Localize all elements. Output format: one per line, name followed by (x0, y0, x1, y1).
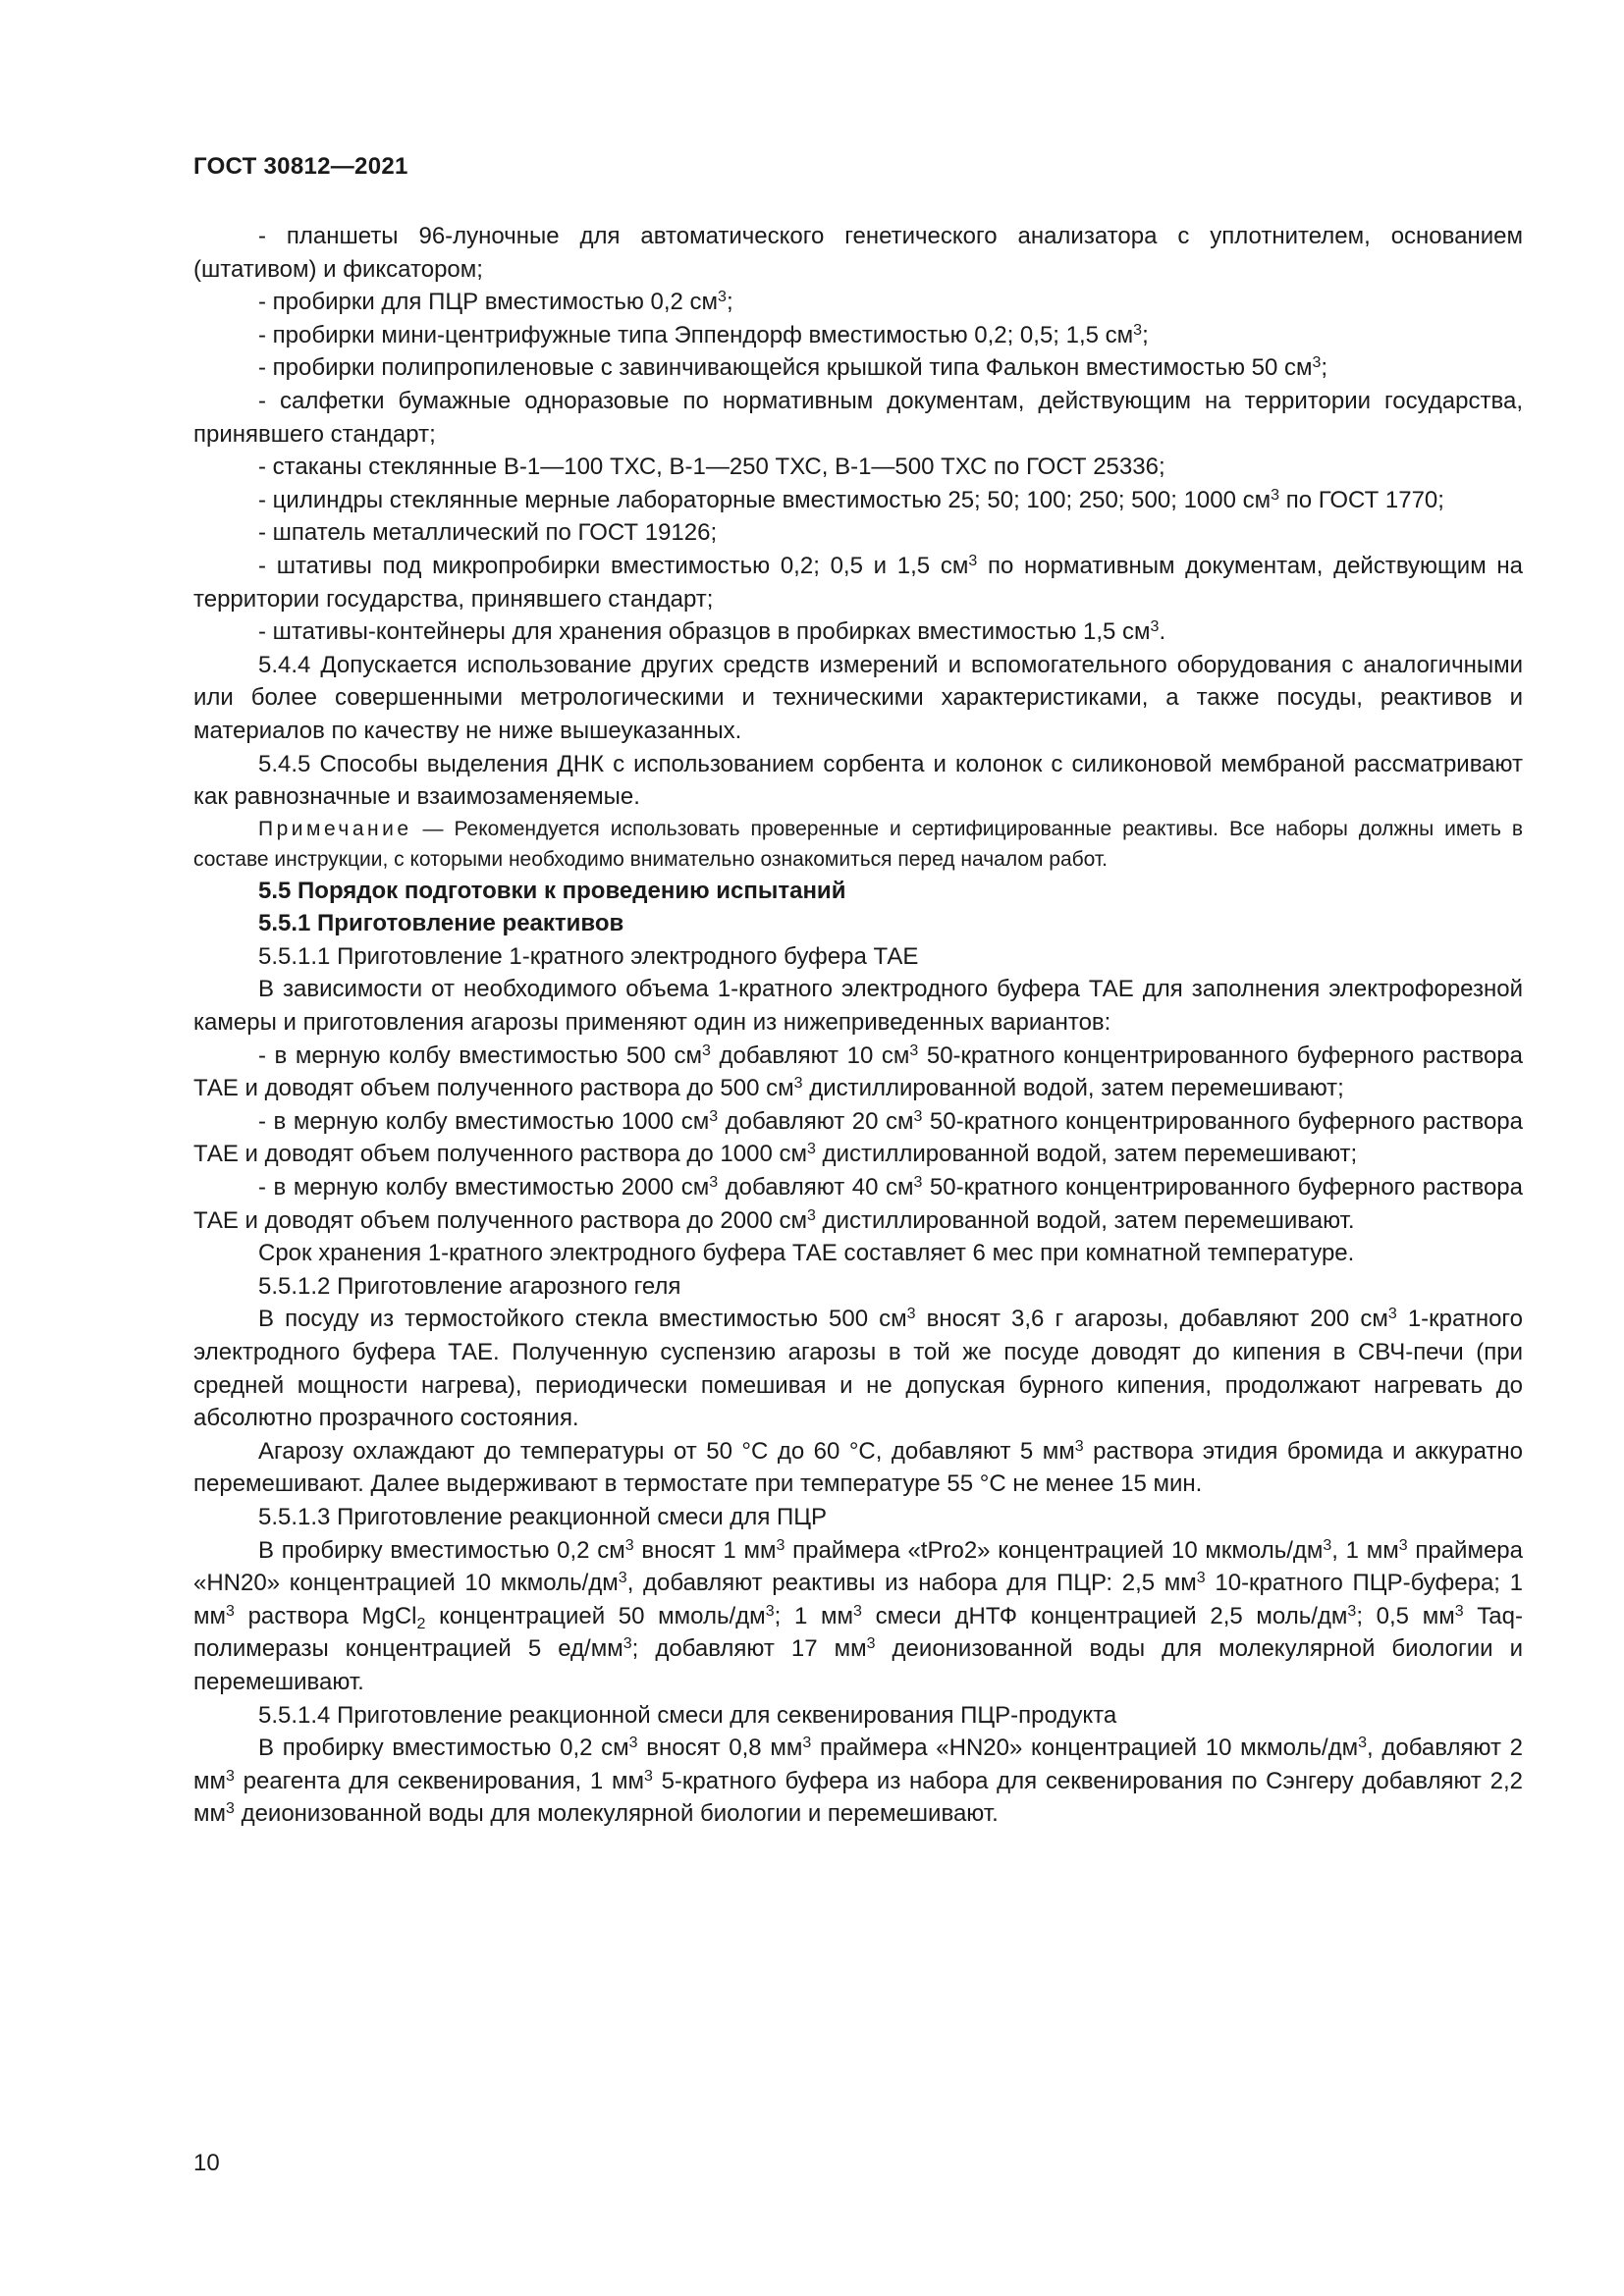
note-text: — Рекомендуется использовать проверенные и сертифицированные реактивы. Все наборы должны иметь в составе инструкции, с которыми необходимо внимательно ознакомиться перед началом работ. (193, 817, 1523, 871)
paragraph: В пробирку вместимостью 0,2 $см^3$ вносят 0,8 $мм^3$ праймера «HN20» концентрацией 10 мкмоль/$дм^3$, добавляют 2 $мм^3$ реагента для секвенирования, 1 $мм^3$ 5-кратного буфера из набора для секвенирования по Сэнгеру добавляют 2,2 $мм^3$ деионизованной воды для молекулярной биологии и перемешивают. (193, 1735, 1523, 1828)
list-item: - в мерную колбу вместимостью 2000 $см^3$ добавляют 40 $см^3$ 50-кратного концентрированного буферного раствора ТАЕ и доводят объем полученного раствора до 2000 $см^3$ дистиллированной водой, затем перемешивают. (193, 1174, 1523, 1234)
paragraph: Агарозу охлаждают до температуры от 50 °С до 60 °С, добавляют 5 $мм^3$ раствора этидия бромида и аккуратно перемешивают. Далее выдерживают в термостате при температуре 55 °С не менее 15 мин. (193, 1437, 1523, 1498)
clause-heading: 5.5.1.4 Приготовление реакционной смеси для секвенирования ПЦР-продукта (258, 1701, 1117, 1729)
clause-heading: 5.5.1.3 Приготовление реакционной смеси для ПЦР (258, 1503, 827, 1530)
list-item: - штативы под микропробирки вместимостью 0,2; 0,5 и 1,5 $см^3$ по нормативным документам, действующим на территории государства, принявшего стандарт; (193, 552, 1524, 613)
list-item: - пробирки полипропиленовые с завинчивающейся крышкой типа Фалькон вместимостью 50 $см^3$; (258, 354, 1328, 382)
list-item: - шпатель металлический по ГОСТ 19126; (258, 519, 718, 547)
list-item: - в мерную колбу вместимостью 500 $см^3$ добавляют 10 $см^3$ 50-кратного концентрированного буферного раствора ТАЕ и доводят объем полученного раствора до 500 $см^3$ дистиллированной водой, затем перемешивают; (193, 1041, 1523, 1102)
note-label: Примечание (258, 817, 412, 840)
list-item: - цилиндры стеклянные мерные лабораторные вместимостью 25; 50; 100; 250; 500; 1000 $см^3$ по ГОСТ 1770; (258, 486, 1444, 513)
paragraph: В зависимости от необходимого объема 1-кратного электродного буфера ТАЕ для заполнения электрофорезной камеры и приготовления агарозы применяют один из нижеприведенных вариантов: (193, 976, 1523, 1037)
list-item: - пробирки мини-центрифужные типа Эппендорф вместимостью 0,2; 0,5; 1,5 $см^3$; (258, 321, 1149, 348)
clause-heading: 5.5.1.2 Приготовление агарозного геля (258, 1272, 681, 1300)
list-item: - пробирки для ПЦР вместимостью 0,2 $см^3$; (258, 289, 733, 316)
subsection-heading: 5.5.1 Приготовление реактивов (258, 910, 624, 937)
section-heading: 5.5 Порядок подготовки к проведению испытаний (258, 877, 846, 904)
note (193, 814, 1523, 875)
list-item: - в мерную колбу вместимостью 1000 $см^3$ добавляют 20 $см^3$ 50-кратного концентрированного буферного раствора ТАЕ и доводят объем полученного раствора до 1000 $см^3$ дистиллированной водой, затем перемешивают; (193, 1107, 1523, 1168)
document-header: ГОСТ 30812—2021 (193, 153, 408, 180)
document-body (193, 220, 1523, 1831)
list-item: - штативы-контейнеры для хранения образцов в пробирках вместимостью 1,5 $см^3$. (258, 618, 1166, 646)
list-item: - стаканы стеклянные В-1—100 ТХС, В-1—250 ТХС, В-1—500 ТХС по ГОСТ 25336; (258, 454, 1165, 481)
list-item: - планшеты 96-луночные для автоматического генетического анализатора с уплотнителем, основанием (штативом) и фиксатором; (193, 223, 1523, 283)
paragraph: В посуду из термостойкого стекла вместимостью 500 $см^3$ вносят 3,6 г агарозы, добавляют 200 $см^3$ 1-кратного электродного буфера ТАЕ. Полученную суспензию агарозы в той же посуде доводят до кипения в СВЧ-печи (при средней мощности нагрева), периодически помешивая и не допуская бурного кипения, продолжают нагревать до абсолютно прозрачного состояния. (193, 1306, 1523, 1432)
paragraph: Срок хранения 1-кратного электродного буфера ТАЕ составляет 6 мес при комнатной температуре. (258, 1240, 1355, 1267)
paragraph: В пробирку вместимостью 0,2 $см^3$ вносят 1 $мм^3$ праймера «tPro2» концентрацией 10 мкмоль/$дм^3$, 1 $мм^3$ праймера «HN20» концентрацией 10 мкмоль/$дм^3$, добавляют реактивы из набора для ПЦР: 2,5 $мм^3$ 10-кратного ПЦР-буфера; 1 $мм^3$ раствора MgCl$_2$ концентрацией 50 ммоль/$дм^3$; 1 $мм^3$ смеси дНТФ концентрацией 2,5 моль/$дм^3$; 0,5 $мм^3$ Taq-полимеразы концентрацией 5 $ед/мм^3$; добавляют 17 $мм^3$ деионизованной воды для молекулярной биологии и перемешивают. (193, 1536, 1524, 1695)
paragraph: 5.4.4 Допускается использование других средств измерений и вспомогательного оборудования с аналогичными или более совершенными метрологическими и техническими характеристиками, а также посуды, реактивов и материалов по качеству не ниже вышеуказанных. (193, 651, 1523, 744)
paragraph: 5.4.5 Способы выделения ДНК с использованием сорбента и колонок с силиконовой мембраной рассматривают как равнозначные и взаимозаменяемые. (193, 750, 1523, 811)
clause-heading: 5.5.1.1 Приготовление 1-кратного электродного буфера ТАЕ (258, 942, 919, 970)
page-number: 10 (193, 2150, 220, 2176)
list-item: - салфетки бумажные одноразовые по нормативным документам, действующим на территории государства, принявшего стандарт; (193, 387, 1523, 448)
